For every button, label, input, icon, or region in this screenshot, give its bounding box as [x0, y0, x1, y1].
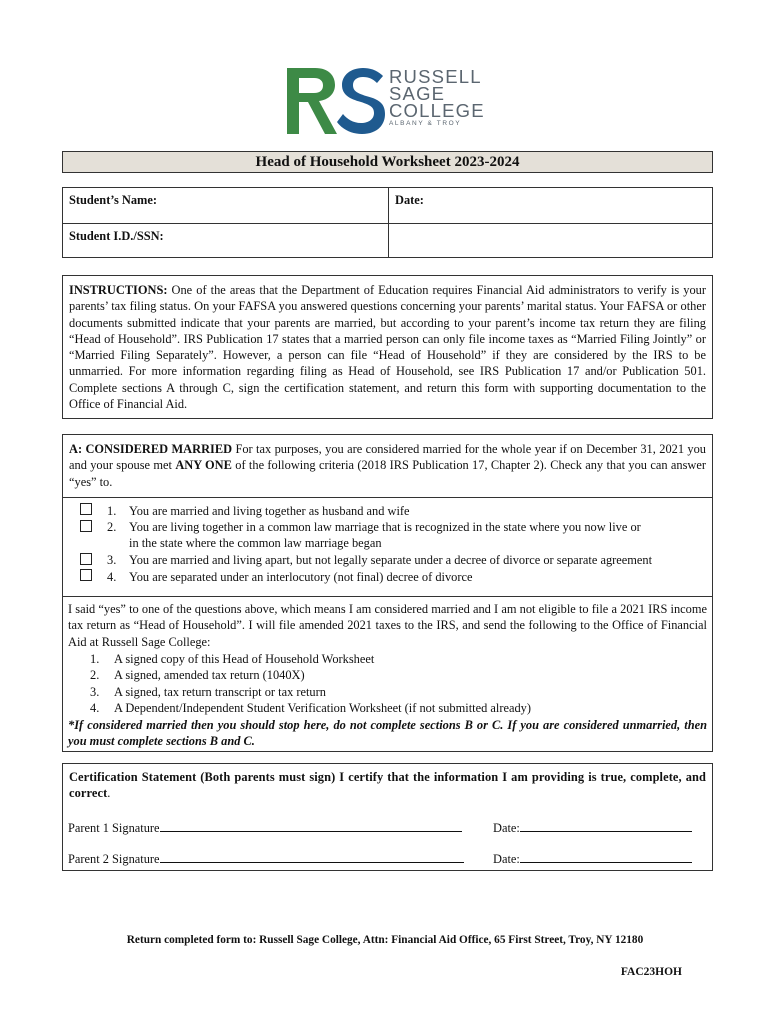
parent-2-signature-label: Parent 2 Signature	[68, 852, 160, 866]
worksheet-title: Head of Household Worksheet 2023-2024	[62, 151, 713, 173]
criteria-text: You are living together in a common law marriage that is recognized in the state where you now live or	[129, 520, 641, 534]
stop-here-note: *If considered married then you should stop here, do not complete sections B or C. If you are considered unmarried, then you must complete sections B and C.	[68, 718, 707, 749]
required-doc-2	[90, 667, 305, 683]
logo-word-albany-troy: ALBANY & TROY	[389, 120, 462, 127]
college-logo	[285, 66, 495, 138]
criteria-item-2	[107, 519, 710, 535]
criteria-item-2-continued	[107, 535, 710, 551]
date-field[interactable]	[389, 188, 712, 223]
parent-2-date-line[interactable]	[520, 850, 692, 863]
student-id-field[interactable]	[63, 224, 388, 257]
parent-2-date-label: Date:	[493, 852, 520, 866]
doc-text: A Dependent/Independent Student Verification Worksheet (if not submitted already)	[114, 701, 531, 715]
criteria-item-3	[107, 552, 710, 568]
instructions-box	[62, 275, 713, 419]
required-doc-4	[90, 700, 531, 716]
student-id-label: Student I.D./SSN:	[69, 229, 164, 243]
student-name-field[interactable]	[63, 188, 388, 223]
parent-2-signature-line[interactable]	[160, 850, 464, 863]
criteria-num: 3.	[107, 553, 117, 567]
criteria-item-4	[107, 569, 710, 585]
doc-text: A signed, tax return transcript or tax return	[114, 685, 326, 699]
certification-text: Certification Statement (Both parents must sign) I certify that the information I am providing is true, complete, and correct	[69, 770, 706, 801]
checkbox-common-law-marriage[interactable]	[80, 520, 92, 532]
certification-statement	[69, 769, 706, 802]
logo-wordmark	[389, 68, 485, 128]
date-label: Date:	[395, 193, 424, 207]
logo-word-college: COLLEGE	[389, 100, 485, 121]
section-a-divider-2	[63, 596, 712, 597]
doc-num: 2.	[90, 668, 100, 682]
criteria-num: 1.	[107, 504, 117, 518]
required-doc-3	[90, 684, 326, 700]
doc-num: 3.	[90, 685, 100, 699]
return-address: Return completed form to: Russell Sage College, Attn: Financial Aid Office, 65 First Street, Troy, NY 12180	[126, 934, 644, 946]
student-name-label: Student’s Name:	[69, 193, 157, 207]
parent-1-date-label: Date:	[493, 821, 520, 835]
criteria-num: 2.	[107, 520, 117, 534]
rs-monogram-icon	[285, 66, 389, 138]
section-a-text-1: For tax purposes, you are considered married for the whole year if on December 31, 2021 you and your spouse met	[69, 442, 706, 473]
doc-text: A signed, amended tax return (1040X)	[114, 668, 305, 682]
parent-1-signature-row	[68, 819, 462, 836]
criteria-text: You are married and living together as husband and wife	[129, 504, 410, 518]
checkbox-married-living-together[interactable]	[80, 503, 92, 515]
logo-word-sage: SAGE	[389, 83, 446, 104]
parent-1-signature-line[interactable]	[160, 819, 462, 832]
form-code: FAC23HOH	[620, 966, 682, 978]
criteria-text: in the state where the common law marriage began	[129, 536, 382, 550]
parent-1-date-row	[493, 819, 692, 836]
criteria-item-1	[107, 503, 710, 519]
instructions-text	[69, 282, 706, 412]
criteria-num: 4.	[107, 570, 117, 584]
parent-2-date-row	[493, 850, 692, 867]
doc-num: 4.	[90, 701, 100, 715]
any-one-emphasis: ANY ONE	[175, 458, 232, 473]
instructions-body: One of the areas that the Department of Education requires Financial Aid administrators to verify is your parents’ tax filing status. On your FAFSA you answered questions concerning your parents’ marital status. Your FAFSA or other documents submitted indicate that your parents are married, but according to your parent’s income tax return they are filing “Head of Household”. IRS Publication 17 states that a married person can only file income taxes as “Married Filing Jointly” or “Married Filing Separately”. However, a person can file “Head of Household” if they are considered by the IRS to be unmarried. For more information regarding filing as Head of Household, see IRS Publication 17 and/or Publication 501. Complete sections A through C, sign the certification statement, and return this form with supporting documentation to the Office of Financial Aid.	[69, 283, 706, 412]
criteria-text: You are married and living apart, but not legally separate under a decree of divorce or separate agreement	[129, 553, 653, 567]
section-a-text-2: of the following criteria (2018 IRS Publication 17, Chapter 2). Check any that you can answer “yes” to.	[69, 458, 706, 489]
student-id-blank-cell[interactable]	[389, 224, 712, 257]
student-info-table	[62, 187, 713, 258]
section-a-label: A: CONSIDERED MARRIED	[69, 442, 233, 456]
parent-1-date-line[interactable]	[520, 819, 692, 832]
criteria-text: You are separated under an interlocutory (not final) decree of divorce	[129, 570, 473, 584]
section-a-intro	[69, 441, 706, 490]
certification-period: .	[107, 786, 111, 801]
required-doc-1	[90, 651, 374, 667]
doc-text: A signed copy of this Head of Household Worksheet	[114, 652, 375, 666]
checkbox-married-living-apart[interactable]	[80, 553, 92, 565]
logo-word-russell: RUSSELL	[389, 66, 482, 87]
checkbox-interlocutory-decree[interactable]	[80, 569, 92, 581]
section-a-divider-1	[63, 497, 712, 498]
doc-num: 1.	[90, 652, 100, 666]
instructions-label: INSTRUCTIONS:	[69, 283, 168, 297]
married-statement: I said “yes” to one of the questions above, which means I am considered married and I am not eligible to file a 2021 IRS income tax return as “Head of Household”. I will file amended 2021 taxes to the IRS, and send the following to the Office of Financial Aid at Russell Sage College:	[68, 602, 707, 649]
parent-2-signature-row	[68, 850, 464, 867]
parent-1-signature-label: Parent 1 Signature	[68, 821, 160, 835]
